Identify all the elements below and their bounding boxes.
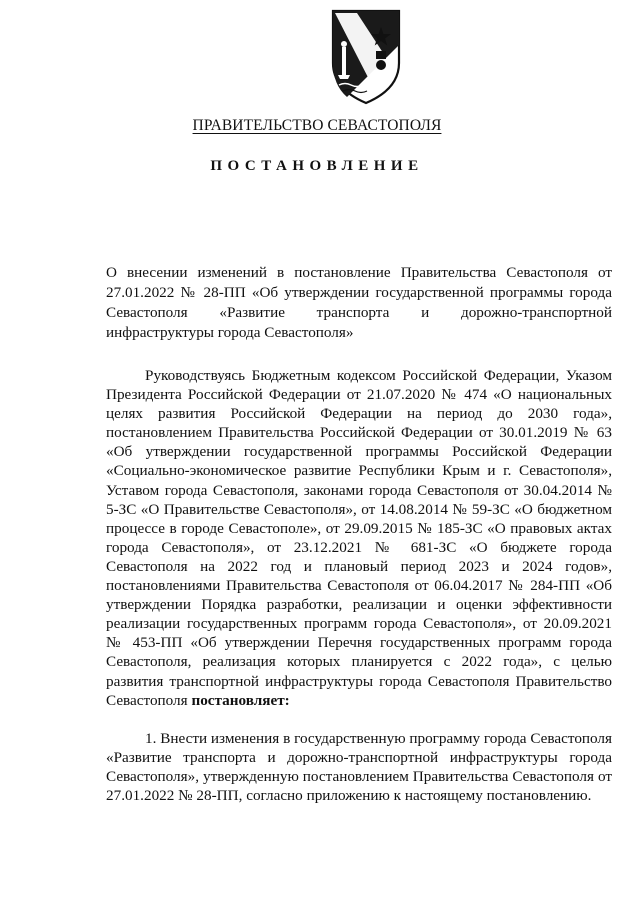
preamble-text: Руководствуясь Бюджетным кодексом Российской Федерации, Указом Президента Российской Федерации от 21.07.2020 № 474 «О национальных целях развития Российской Федерации на период до 2030 года», постановлением Правительства Российской Федерации от 30.01.2019 № 63 «Об утверждении государственной программы Российской Федерации «Социально-экономическое развитие Республики Крым и г. Севастополя», Уставом города Севастополя, законами города Севастополя от 30.04.2014 № 5-ЗС «О Правительстве Севастополя», от 14.08.2014 № 59-ЗС «О бюджетном процессе в городе Севастополе», от 29.09.2015 № 185-ЗС «О правовых актах города Севастополя», от 23.12.2021 № 681-ЗС «О бюджете города Севастополя на 2022 год и плановый период 2023 и 2024 годов», постановлениями Правительства Севастополя от 06.04.2017 № 284-ПП «Об утверждении Порядка разработки, реализации и оценки эффективности реализации государственных программ города Севастополя», от 20.09.2021 № 453-ПП «Об утверждении Перечня государственных программ города Севастополя, реализация которых планируется с 2022 года», с целью развития транспортной инфраструктуры города Севастополя Правительство Севастополя xyxy=(106,367,612,709)
clause-1-paragraph: 1. Внести изменения в государственную программу города Севастополя «Развитие транспорта и дорожно-транспортной инфраструктуры города Севастополя», утвержденную постановлением Правительства Севастополя от 27.01.2022 № 28-ПП, согласно приложению к настоящему постановлению. xyxy=(106,729,612,804)
decree-keyword: постановляет: xyxy=(191,691,290,709)
organization-title: ПРАВИТЕЛЬСТВО СЕВАСТОПОЛЯ xyxy=(192,117,442,134)
sevastopol-coat-of-arms-icon xyxy=(329,5,403,105)
document-body xyxy=(106,366,612,805)
preamble-paragraph xyxy=(106,366,612,710)
document-type-heading: ПОСТАНОВЛЕНИЕ xyxy=(210,158,424,174)
document-subject: О внесении изменений в постановление Правительства Севастополя от 27.01.2022 № 28-ПП «Об утверждении государственной программы города Севастополя «Развитие транспорта и дорожно-транспортной инфраструктуры города Севастополя» xyxy=(106,264,612,341)
